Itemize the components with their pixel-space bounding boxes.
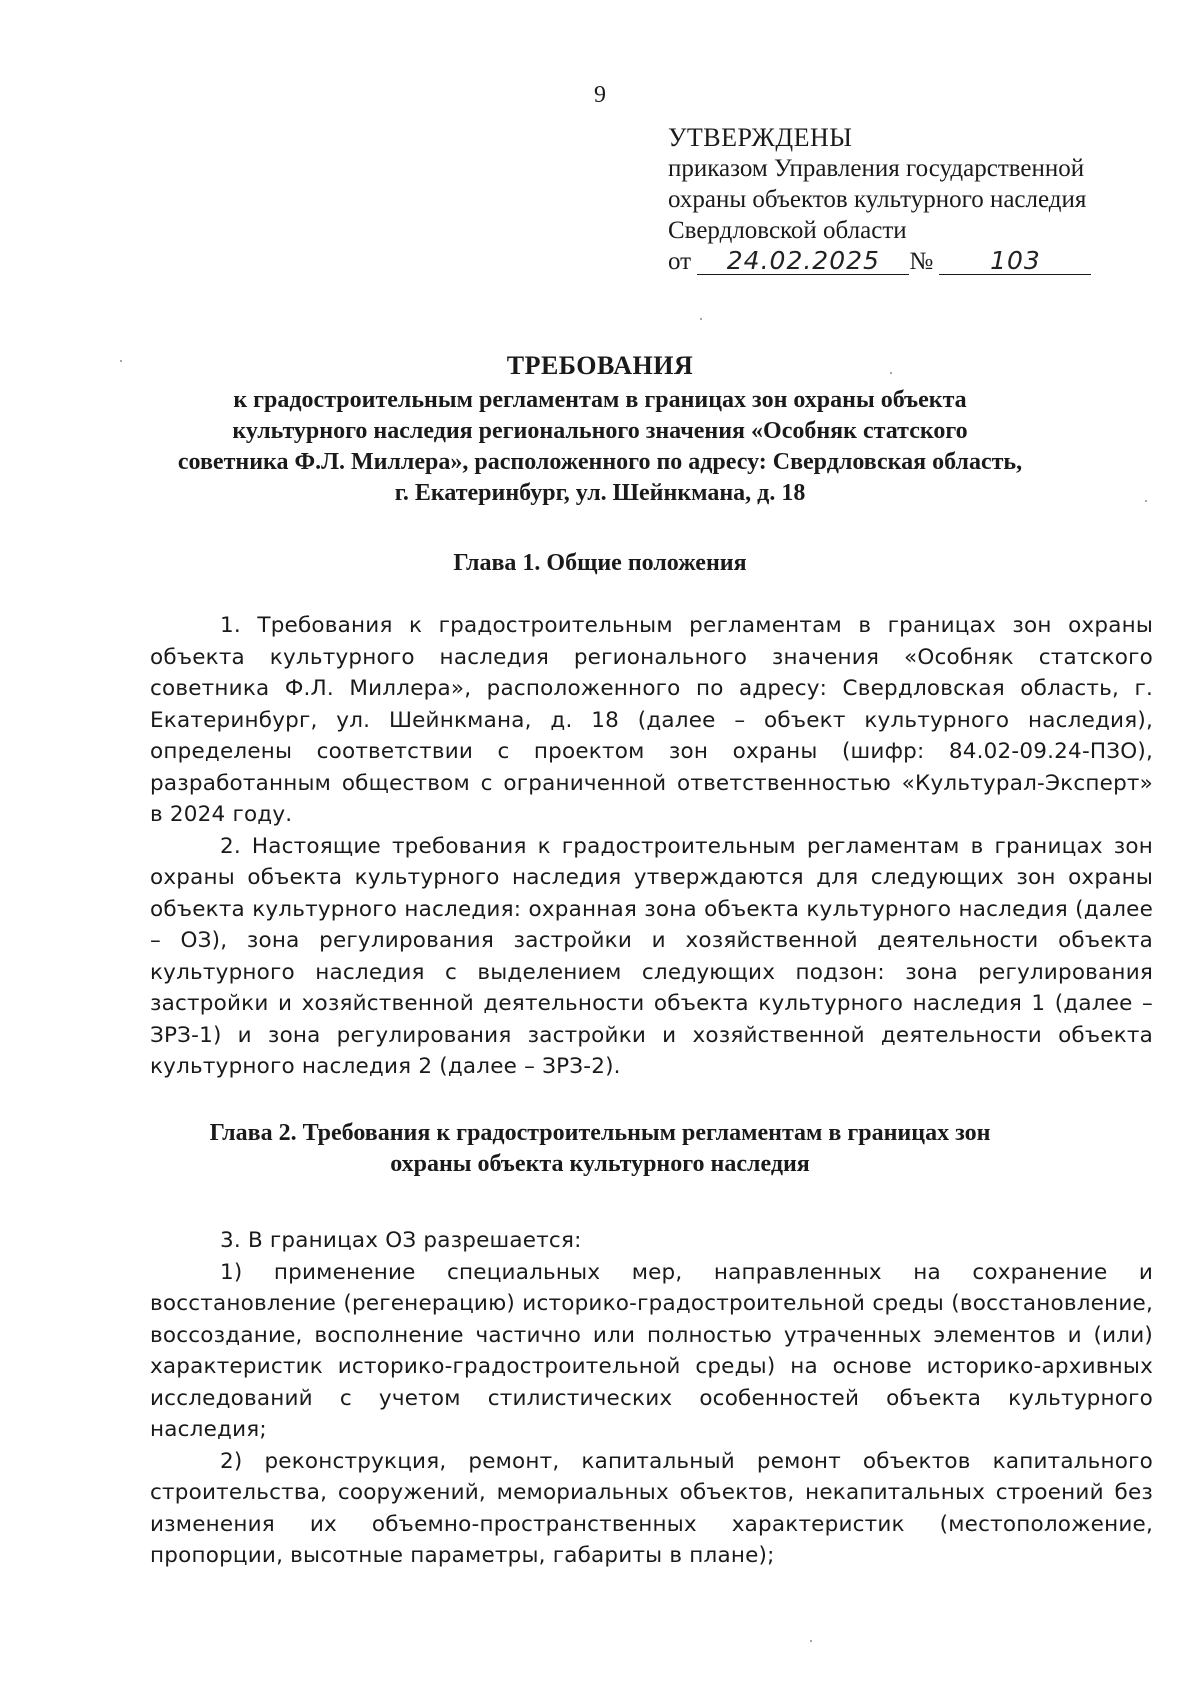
chapter-2-heading-line: охраны объекта культурного наследия	[390, 1151, 810, 1177]
scan-speck	[1145, 500, 1147, 502]
title-line: г. Екатеринбург, ул. Шейнкмана, д. 18	[394, 480, 806, 506]
paragraph: 1. Требования к градостроительным регламентам в границах зон охраны объекта культурного наследия регионального значения «Особняк статского советника Ф.Л. Миллера», расположенного по адресу: Свердловская область, г. Екатеринбург, ул. Шейнкмана, д. 18 (далее – объект культурного наследия), определены соответствии с проектом зон охраны (шифр: 84.02-09.24-ПЗО), разработанным обществом с ограниченной ответственностью «Культурал-Эксперт» в 2024 году.	[150, 613, 1153, 827]
approval-heading: УТВЕРЖДЕНЫ	[668, 123, 853, 152]
paragraph: 3. В границах ОЗ разрешается:	[220, 1228, 582, 1253]
approval-line: Свердловской области	[668, 217, 907, 244]
scan-speck	[890, 372, 892, 374]
approval-date-line	[668, 246, 1168, 277]
approval-line: охраны объектов культурного наследия	[668, 186, 1087, 213]
paragraph: 2. Настоящие требования к градостроительным регламентам в границах зон охраны объекта культурного наследия утверждаются для следующих зон охраны объекта культурного наследия: охранная зона объекта культурного наследия (далее – ОЗ), зона регулирования застройки и хозяйственной деятельности объекта культурного наследия с выделением следующих подзон: зона регулирования застройки и хозяйственной деятельности объекта культурного наследия 1 (далее – ЗРЗ-1) и зона регулирования застройки и хозяйственной деятельности объекта культурного наследия 2 (далее – ЗРЗ-2).	[150, 833, 1153, 1079]
scan-speck	[810, 1640, 812, 1642]
paragraph: 1) применение специальных мер, направленных на сохранение и восстановление (регенерацию) историко-градостроительной среды (восстановление, воссоздание, восполнение частично или полностью утраченных элементов и (или) характеристик историко-градостроительной среды) на основе историко-архивных исследований с учетом стилистических особенностей объекта культурного наследия;	[150, 1259, 1153, 1442]
title-main: ТРЕБОВАНИЯ	[506, 351, 694, 380]
title-line: культурного наследия регионального значения «Особняк статского	[232, 418, 968, 444]
handwritten-date: 24.02.2025	[697, 248, 909, 275]
date-prefix: от	[668, 248, 692, 275]
number-sign: №	[909, 248, 934, 275]
scan-speck	[120, 360, 122, 362]
document-title	[150, 350, 1050, 509]
approval-stamp-block	[668, 122, 1168, 277]
chapter-2-heading	[100, 1118, 1100, 1180]
title-line: к градостроительным регламентам в границах зон охраны объекта	[233, 387, 967, 413]
scan-speck	[700, 318, 702, 320]
chapter-2-heading-line: Глава 2. Требования к градостроительным регламентам в границах зон	[209, 1120, 991, 1146]
paragraph: 2) реконструкция, ремонт, капитальный ремонт объектов капитального строительства, сооружений, мемориальных объектов, некапитальных строений без изменения их объемно-пространственных характеристик (местоположение, пропорции, высотные параметры, габариты в плане);	[150, 1448, 1153, 1568]
title-line: советника Ф.Л. Миллера», расположенного по адресу: Свердловская область,	[177, 449, 1023, 475]
page-number: 9	[594, 82, 606, 108]
chapter-1-heading: Глава 1. Общие положения	[453, 550, 747, 576]
approval-line: приказом Управления государственной	[668, 155, 1085, 182]
chapter-1-body	[150, 610, 1153, 1083]
chapter-2-body	[150, 1225, 1153, 1572]
handwritten-order-number: 103	[939, 248, 1091, 275]
